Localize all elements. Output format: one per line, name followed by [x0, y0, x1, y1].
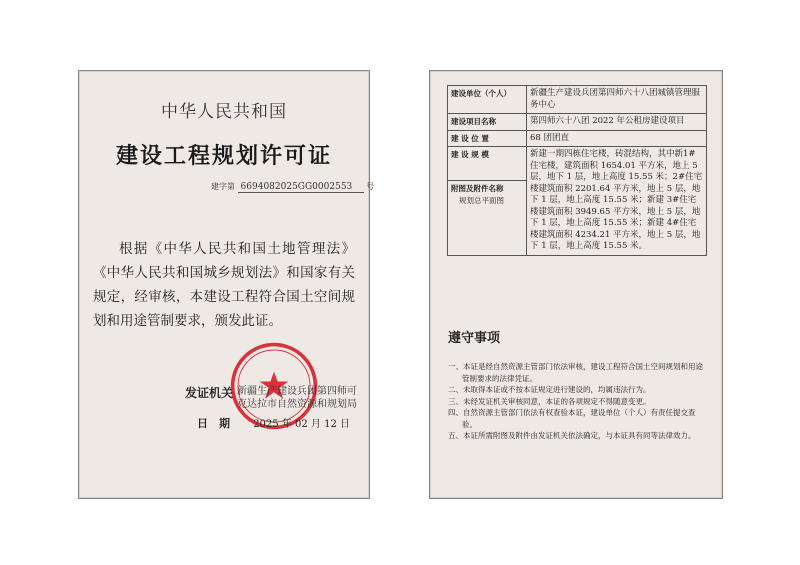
document-title: 建设工程规划许可证: [115, 144, 332, 169]
row-label: 建 设 规 模: [448, 147, 527, 181]
table-row: [448, 147, 707, 181]
table-row: [448, 86, 707, 114]
notice-item: 四、自然资源主管部门依法有权查验本证，建设单位（个人）有责任提交查验。: [448, 408, 696, 429]
attachment-name: 规划总平面图: [459, 195, 504, 205]
row-value: 新建一期四栋住宅楼，砖混结构，其中新1#住宅楼，建筑面积 1654.01 平方米，地上 5 层，地下 1 层，地上高度 15.55 米；2#住宅楼建筑面积 2201.64 平方米，地上 5 层，地下 1 层，地上高度 15.55 米；新建 3#住宅楼建筑面积 3949.65 平方米，地上 5 层，地下 1 层，地上高度 15.55 米；新建 4#住宅楼建筑面积 4234.21 平方米，地上 5 层，地下 1 层，地上高度 15.55 米。: [527, 147, 707, 256]
permit-statement: 根据《中华人民共和国土地管理法》《中华人民共和国城乡规划法》和国家有关规定，经审核，本建设工程符合国土空间规划和用途管制要求，颁发此证。: [93, 241, 355, 329]
notice-item: 二、未取得本证或不按本证规定进行建设的，均属违法行为。: [448, 385, 651, 394]
project-info-table: [447, 85, 707, 256]
serial-prefix: 建字第: [211, 182, 235, 191]
permit-cover-page: [78, 70, 375, 499]
row-label: 建设项目名称: [448, 114, 527, 131]
permit-details-page: [429, 70, 723, 499]
serial-suffix: 号: [366, 182, 375, 191]
row-label: [448, 180, 527, 255]
country-name: 中华人民共和国: [161, 102, 287, 122]
serial-line: [211, 181, 374, 193]
row-label: 建 设 位 置: [448, 130, 527, 147]
date-label: 日 期: [197, 417, 230, 430]
notice-item: 一、本证是经自然资源主管部门依法审核，建设工程符合国土空间规划和用途管制要求的法律凭证。: [448, 362, 703, 383]
row-value: 68 团团直: [527, 130, 707, 147]
issuer-label: 发证机关: [185, 386, 234, 400]
table-row: [448, 130, 707, 147]
serial-number: 6694082025GG0002553: [238, 182, 364, 193]
notice-item: 三、未经发证机关审核同意，本证的各项规定不得随意变更。: [448, 396, 651, 406]
date-value: 2025 年 02 月 12 日: [253, 419, 350, 430]
row-label: 建设单位（个人）: [448, 86, 527, 114]
row-value: 第四师六十八团 2022 年公租房建设项目: [527, 114, 707, 131]
row-value: 新疆生产建设兵团第四师六十八团城镇管理服务中心: [527, 86, 707, 114]
issuer-value: 新疆生产建设兵团第四师可克达拉市自然资源和规划局: [237, 386, 357, 410]
notice-list: [448, 361, 710, 442]
table-row: [448, 114, 707, 131]
notice-item: 五、本证所需附图及附件由发证机关依法确定，与本证具有同等法律效力。: [448, 431, 696, 440]
date-line: [197, 415, 350, 431]
notice-heading: 遵守事项: [448, 331, 501, 346]
attachment-label: 附图及附件名称: [451, 183, 504, 193]
